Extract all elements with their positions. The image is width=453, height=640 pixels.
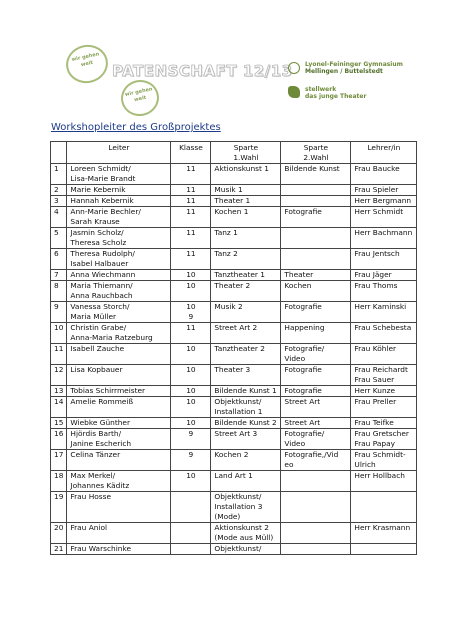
leiter-cell: Hannah Kebernik (67, 196, 171, 207)
leiter-cell: Frau Warschinke (67, 544, 171, 555)
sparte-2-cell (281, 523, 351, 544)
sparte-1-cell: Theater 3 (211, 365, 281, 386)
sparte-1-cell: Musik 2 (211, 302, 281, 323)
table-row (51, 523, 417, 544)
row-number: 2 (51, 185, 67, 196)
sparte-1-cell: Aktionskunst 2 (Mode aus Müll) (211, 523, 281, 544)
header-sparte-2: Sparte 2.Wahl (281, 142, 351, 164)
table-row (51, 418, 417, 429)
sparte-1-cell: Kochen 2 (211, 450, 281, 471)
patenschaft-stamp-logo (63, 41, 112, 87)
row-number: 10 (51, 323, 67, 344)
document-title: Workshopleiter des Großprojektes (51, 122, 221, 133)
klasse-cell: 10 (171, 281, 211, 302)
sparte-1-cell: Kochen 1 (211, 207, 281, 228)
sparte-2-cell: Bildende Kunst (281, 164, 351, 185)
klasse-cell: 10 (171, 397, 211, 418)
lehrer-cell: Frau Teifke (351, 418, 417, 429)
row-number: 18 (51, 471, 67, 492)
klasse-cell: 11 (171, 164, 211, 185)
row-number: 14 (51, 397, 67, 418)
leiter-cell: Christin Grabe/ Anna-Maria Ratzeburg (67, 323, 171, 344)
table-row (51, 471, 417, 492)
lehrer-cell: Herr Kunze (351, 386, 417, 397)
sparte-2-cell: Kochen (281, 281, 351, 302)
leiter-cell: Frau Hosse (67, 492, 171, 523)
lehrer-cell: Frau Thoms (351, 281, 417, 302)
klasse-cell: 10 9 (171, 302, 211, 323)
klasse-cell (171, 544, 211, 555)
klasse-cell: 11 (171, 207, 211, 228)
klasse-cell: 10 (171, 270, 211, 281)
lehrer-cell: Frau Spieler (351, 185, 417, 196)
school-name: Lyonel-Feininger Gymnasium (305, 61, 403, 68)
sparte-2-cell (281, 492, 351, 523)
table-row (51, 270, 417, 281)
stamp-text-small: wir gehen weit (124, 86, 154, 104)
row-number: 4 (51, 207, 67, 228)
patenschaft-banner: PATENSCHAFT 12/13 (112, 62, 293, 80)
sparte-1-cell: Musik 1 (211, 185, 281, 196)
klasse-cell: 10 (171, 365, 211, 386)
klasse-cell: 10 (171, 471, 211, 492)
sparte-2-cell: Fotografie/ Video (281, 344, 351, 365)
sparte-1-cell: Street Art 2 (211, 323, 281, 344)
leiter-cell: Tobias Schirrmeister (67, 386, 171, 397)
lehrer-cell: Frau Köhler (351, 344, 417, 365)
row-number: 16 (51, 429, 67, 450)
klasse-cell: 11 (171, 185, 211, 196)
row-number: 19 (51, 492, 67, 523)
leiter-cell: Vanessa Storch/ Maria Müller (67, 302, 171, 323)
sparte-2-cell (281, 544, 351, 555)
sparte-1-cell: Bildende Kunst 2 (211, 418, 281, 429)
leiter-cell: Amelie Rommeiß (67, 397, 171, 418)
sparte-2-cell: Fotografie (281, 386, 351, 397)
lehrer-cell: Frau Baucke (351, 164, 417, 185)
sparte-2-cell (281, 228, 351, 249)
sparte-2-cell: Happening (281, 323, 351, 344)
table-body (51, 164, 417, 555)
row-number: 11 (51, 344, 67, 365)
sparte-2-cell: Fotografie (281, 365, 351, 386)
row-number: 3 (51, 196, 67, 207)
theater-subtitle: das junge Theater (305, 93, 367, 100)
row-number: 9 (51, 302, 67, 323)
lehrer-cell: Frau Jentsch (351, 249, 417, 270)
school-logo (288, 61, 403, 75)
sparte-1-cell: Land Art 1 (211, 471, 281, 492)
leiter-cell: Lisa Kopbauer (67, 365, 171, 386)
sparte-1-cell: Aktionskunst 1 (211, 164, 281, 185)
table-row (51, 196, 417, 207)
header-number (51, 142, 67, 164)
header-klasse: Klasse (171, 142, 211, 164)
sparte-2-cell: Fotografie (281, 302, 351, 323)
sparte-1-cell: Objektkunst/ Installation 3 (Mode) (211, 492, 281, 523)
sparte-2-cell (281, 196, 351, 207)
klasse-cell: 10 (171, 344, 211, 365)
sparte-2-cell (281, 471, 351, 492)
sparte-1-cell: Theater 2 (211, 281, 281, 302)
header-leiter: Leiter (67, 142, 171, 164)
table-row (51, 344, 417, 365)
lehrer-cell: Frau Gretscher Frau Papay (351, 429, 417, 450)
row-number: 13 (51, 386, 67, 397)
table-row (51, 544, 417, 555)
sparte-1-cell: Objektkunst/ (211, 544, 281, 555)
leiter-cell: Frau Aniol (67, 523, 171, 544)
header-sparte-1: Sparte 1.Wahl (211, 142, 281, 164)
lehrer-cell: Frau Jäger (351, 270, 417, 281)
theater-emblem-icon (288, 86, 300, 98)
klasse-cell: 11 (171, 249, 211, 270)
leiter-cell: Max Merkel/ Johannes Käditz (67, 471, 171, 492)
sparte-2-cell (281, 249, 351, 270)
table-row (51, 164, 417, 185)
row-number: 1 (51, 164, 67, 185)
lehrer-cell: Herr Krasmann (351, 523, 417, 544)
lehrer-cell: Herr Kaminski (351, 302, 417, 323)
klasse-cell: 10 (171, 386, 211, 397)
leiter-cell: Marie Kebernik (67, 185, 171, 196)
table-row (51, 429, 417, 450)
stamp-text: wir gehen weit (71, 51, 100, 69)
lehrer-cell: Herr Bachmann (351, 228, 417, 249)
sparte-2-cell: Street Art (281, 397, 351, 418)
table-header-row (51, 142, 417, 164)
klasse-cell: 11 (171, 196, 211, 207)
table-row (51, 207, 417, 228)
klasse-cell (171, 492, 211, 523)
lehrer-cell: Herr Schmidt (351, 207, 417, 228)
leiter-cell: Theresa Rudolph/ Isabel Halbauer (67, 249, 171, 270)
header-lehrer: Lehrer/in (351, 142, 417, 164)
table-row (51, 450, 417, 471)
table-row (51, 281, 417, 302)
leiter-cell: Ann-Marie Bechler/ Sarah Krause (67, 207, 171, 228)
lehrer-cell: Frau Preller (351, 397, 417, 418)
klasse-cell: 10 (171, 418, 211, 429)
leiter-cell: Celina Tänzer (67, 450, 171, 471)
sparte-2-cell: Fotografie/ Video (281, 429, 351, 450)
table-row (51, 302, 417, 323)
school-emblem-icon (288, 62, 300, 74)
table-row (51, 185, 417, 196)
sparte-2-cell (281, 185, 351, 196)
patenschaft-stamp-logo-small (118, 76, 163, 119)
row-number: 12 (51, 365, 67, 386)
leiter-cell: Hjördis Barth/ Janine Escherich (67, 429, 171, 450)
klasse-cell (171, 523, 211, 544)
leiter-cell: Loreen Schmidt/ Lisa-Marie Brandt (67, 164, 171, 185)
klasse-cell: 11 (171, 228, 211, 249)
sparte-2-cell: Street Art (281, 418, 351, 429)
sparte-1-cell: Theater 1 (211, 196, 281, 207)
row-number: 21 (51, 544, 67, 555)
lehrer-cell (351, 492, 417, 523)
klasse-cell: 11 (171, 323, 211, 344)
sparte-1-cell: Tanztheater 2 (211, 344, 281, 365)
sparte-1-cell: Tanztheater 1 (211, 270, 281, 281)
leiter-cell: Jasmin Scholz/ Theresa Scholz (67, 228, 171, 249)
table-row (51, 249, 417, 270)
sparte-1-cell: Street Art 3 (211, 429, 281, 450)
lehrer-cell: Herr Bergmann (351, 196, 417, 207)
leiter-cell: Wiebke Günther (67, 418, 171, 429)
sparte-2-cell: Fotografie (281, 207, 351, 228)
sparte-1-cell: Tanz 1 (211, 228, 281, 249)
school-location: Mellingen / Buttelstedt (305, 68, 383, 75)
lehrer-cell: Frau Schmidt- Ulrich (351, 450, 417, 471)
row-number: 20 (51, 523, 67, 544)
table-row (51, 397, 417, 418)
table-row (51, 323, 417, 344)
sparte-1-cell: Tanz 2 (211, 249, 281, 270)
row-number: 17 (51, 450, 67, 471)
leiter-cell: Maria Thiemann/ Anna Rauchbach (67, 281, 171, 302)
leiter-cell: Anna Wiechmann (67, 270, 171, 281)
sparte-2-cell: Fotografie,/Vid eo (281, 450, 351, 471)
lehrer-cell: Herr Hollbach (351, 471, 417, 492)
row-number: 8 (51, 281, 67, 302)
row-number: 15 (51, 418, 67, 429)
row-number: 5 (51, 228, 67, 249)
table-row (51, 228, 417, 249)
row-number: 6 (51, 249, 67, 270)
lehrer-cell: Frau Reichardt Frau Sauer (351, 365, 417, 386)
klasse-cell: 9 (171, 429, 211, 450)
lehrer-cell (351, 544, 417, 555)
leiter-cell: Isabell Zauche (67, 344, 171, 365)
lehrer-cell: Frau Schebesta (351, 323, 417, 344)
row-number: 7 (51, 270, 67, 281)
table-row (51, 365, 417, 386)
klasse-cell: 9 (171, 450, 211, 471)
sparte-1-cell: Bildende Kunst 1 (211, 386, 281, 397)
table-row (51, 386, 417, 397)
theater-name: stellwerk (305, 86, 337, 93)
table-row (51, 492, 417, 523)
sparte-2-cell: Theater (281, 270, 351, 281)
theater-logo (288, 86, 366, 100)
sparte-1-cell: Objektkunst/ Installation 1 (211, 397, 281, 418)
workshop-leader-table (50, 141, 417, 555)
